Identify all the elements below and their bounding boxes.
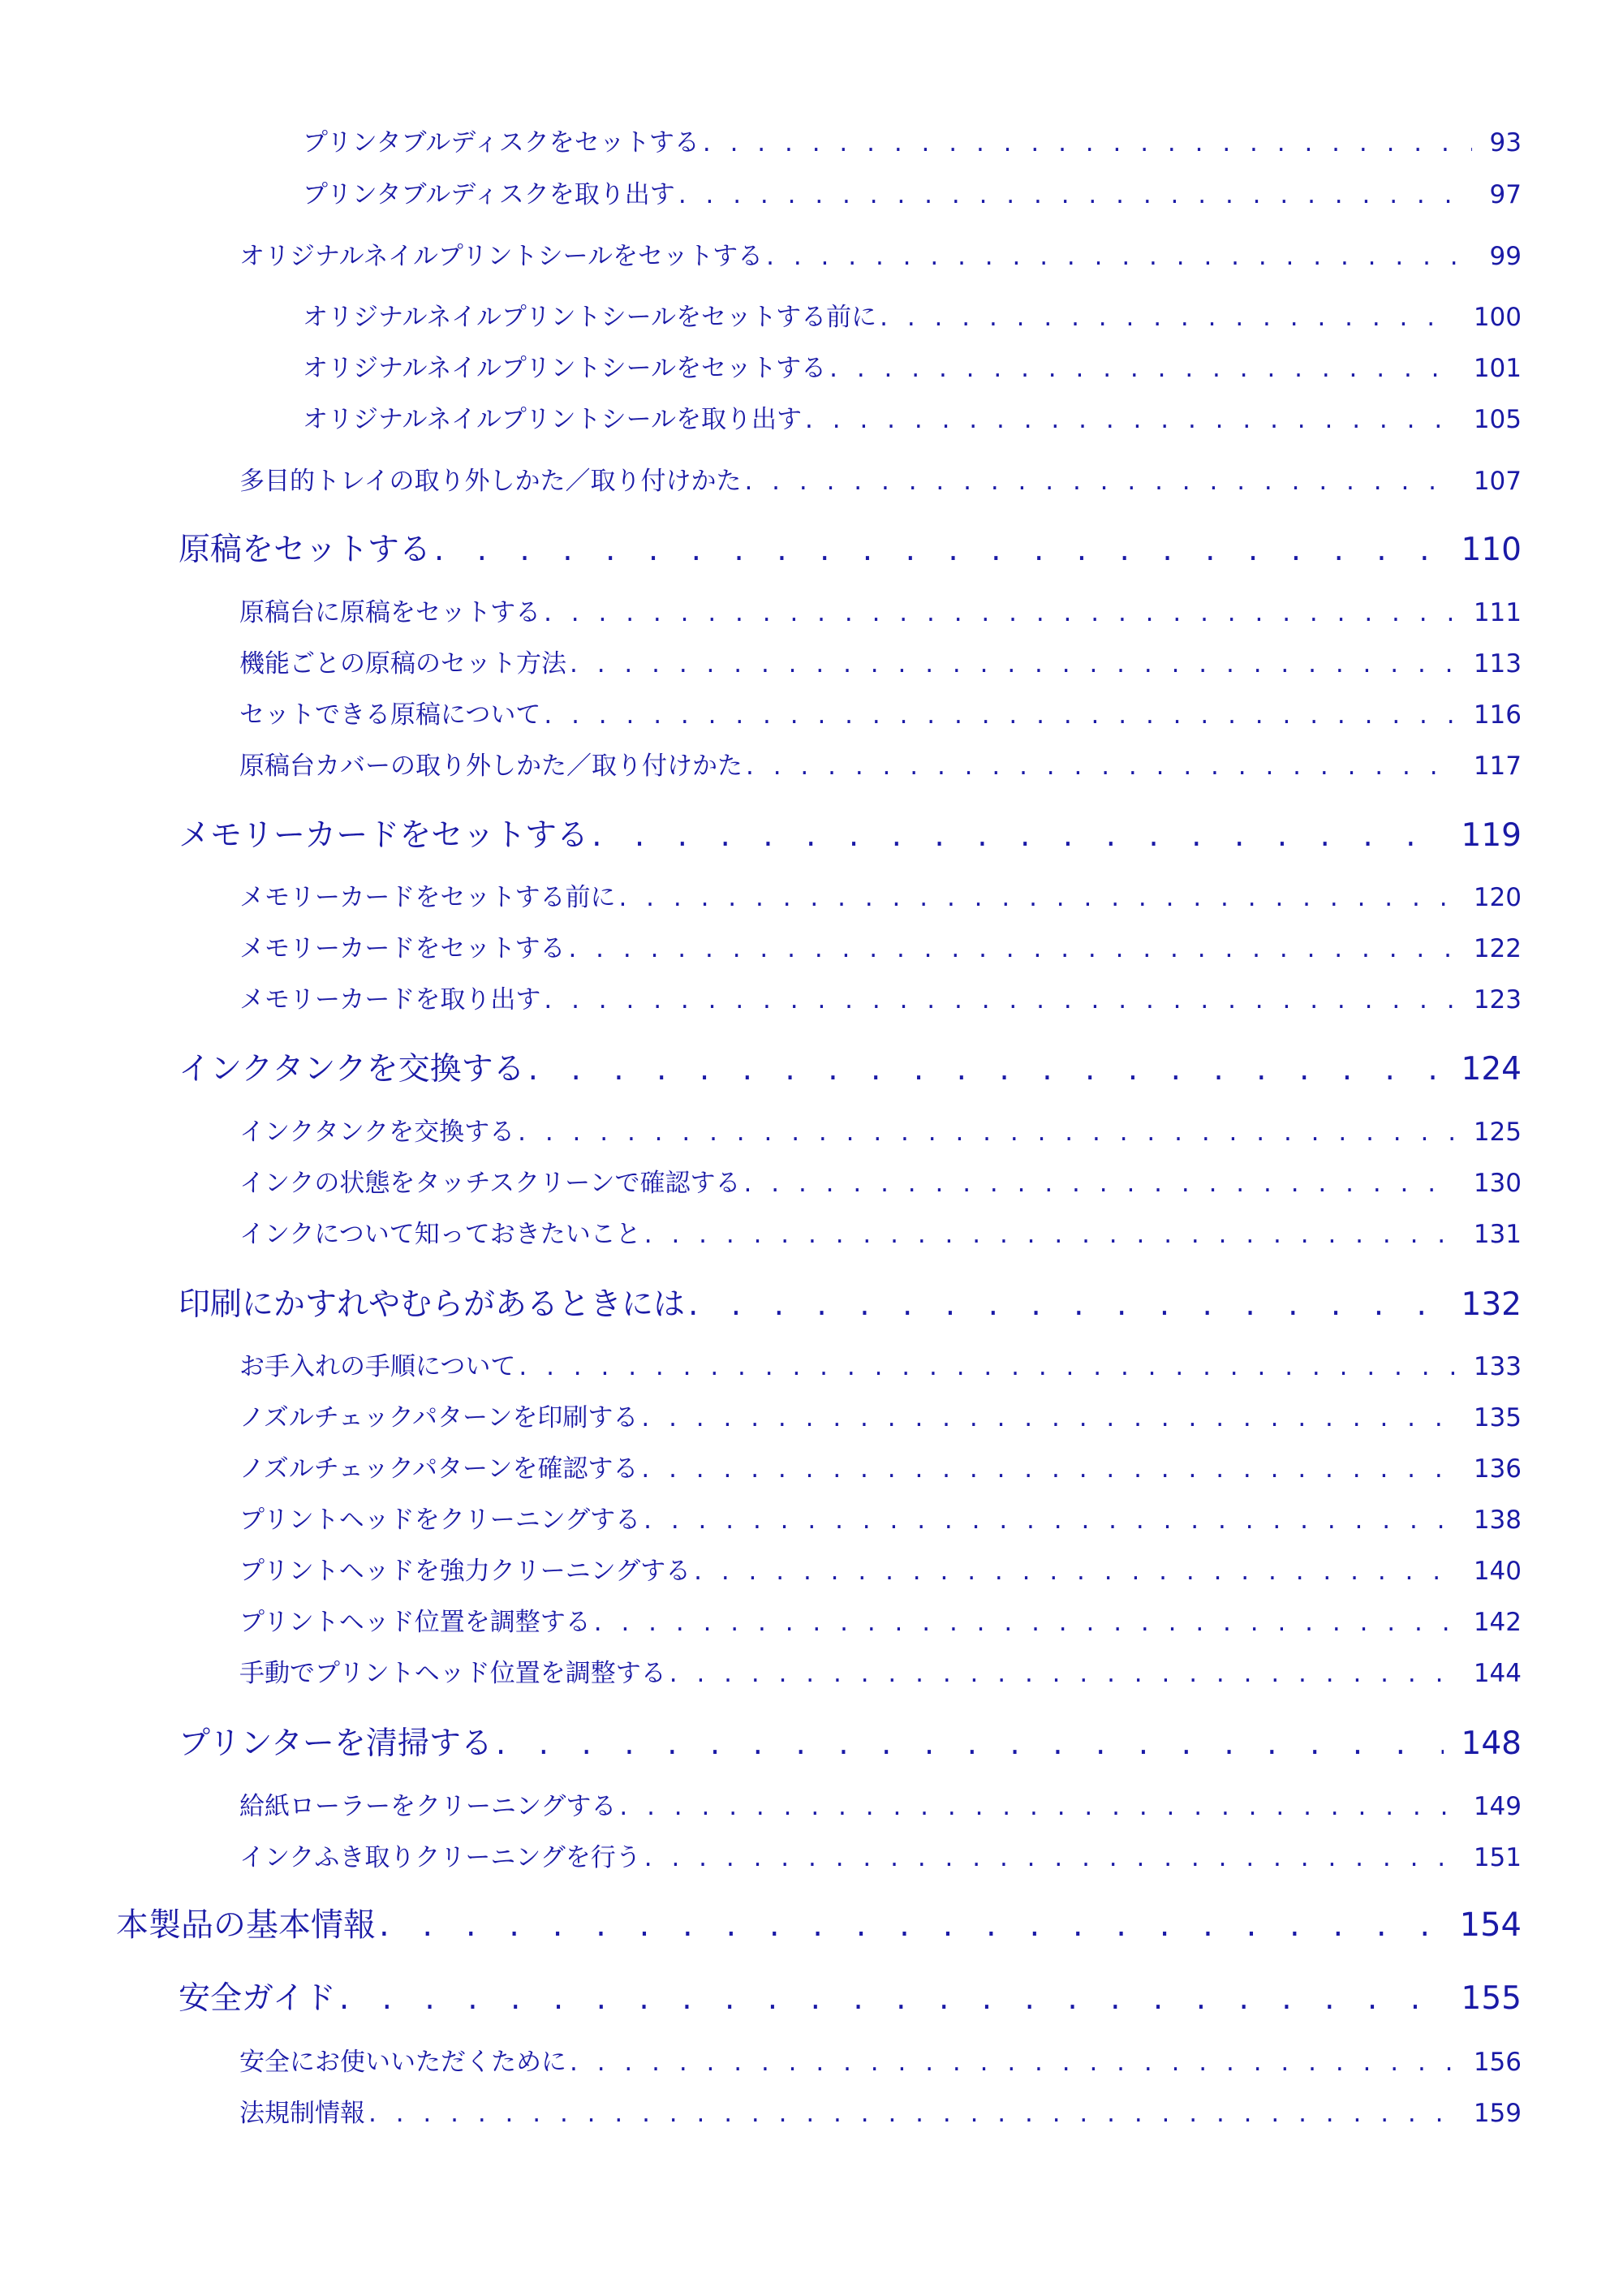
dot-leader [518, 1118, 1456, 1147]
dot-leader [703, 128, 1472, 157]
toc-entry[interactable] [239, 1346, 1522, 1382]
toc-entry-page-number: 125 [1473, 1118, 1522, 1147]
toc-entry-page-number: 97 [1489, 180, 1522, 209]
toc-entry-title: 手動でプリントヘッド位置を調整する [239, 1659, 666, 1688]
toc-entry-page-number: 133 [1473, 1352, 1522, 1381]
toc-entry[interactable] [239, 1601, 1522, 1638]
toc-entry-page-number: 148 [1461, 1725, 1522, 1762]
dot-leader [829, 354, 1456, 383]
toc-entry-title: 多目的トレイの取り外しかた／取り付けかた [239, 467, 742, 496]
toc-entry-title: セットできる原稿について [239, 700, 541, 730]
toc-entry-page-number: 93 [1489, 128, 1522, 157]
toc-entry-page-number: 155 [1461, 1980, 1522, 2017]
dot-leader [544, 985, 1455, 1014]
toc-entry[interactable] [179, 1279, 1522, 1325]
toc-entry-page-number: 132 [1461, 1286, 1522, 1323]
toc-entry[interactable] [239, 1448, 1522, 1484]
toc-entry-page-number: 105 [1473, 405, 1522, 434]
toc-entry-title: お手入れの手順について [239, 1352, 516, 1381]
toc-entry[interactable] [179, 1044, 1522, 1089]
dot-leader [618, 883, 1455, 912]
toc-entry-page-number: 149 [1473, 1792, 1522, 1821]
dot-leader [641, 1403, 1455, 1432]
dot-leader [592, 817, 1443, 854]
toc-entry-title: 本製品の基本情報 [116, 1906, 376, 1944]
dot-leader [669, 1659, 1456, 1688]
dot-leader [570, 649, 1456, 678]
toc-entry[interactable] [239, 928, 1522, 964]
toc-entry[interactable] [239, 460, 1522, 497]
dot-leader [368, 2099, 1456, 2128]
toc-entry-page-number: 107 [1473, 467, 1522, 496]
toc-entry-title: インクタンクを交換する [239, 1118, 515, 1147]
toc-entry-title: 原稿台カバーの取り外しかた／取り付けかた [239, 752, 743, 781]
toc-entry-page-number: 135 [1473, 1403, 1522, 1432]
dot-leader [544, 598, 1456, 627]
dot-leader [644, 1506, 1456, 1535]
toc-entry[interactable] [239, 235, 1522, 272]
toc-entry[interactable] [239, 979, 1522, 1015]
toc-entry-title: プリンターを清掃する [179, 1725, 493, 1762]
toc-entry-title: プリントヘッドをクリーニングする [239, 1506, 641, 1535]
toc-entry-page-number: 142 [1473, 1608, 1522, 1637]
toc-entry[interactable] [116, 1899, 1522, 1945]
toc-entry-page-number: 123 [1473, 985, 1522, 1014]
toc-entry-page-number: 101 [1473, 354, 1522, 383]
toc-entry-page-number: 111 [1473, 598, 1522, 627]
toc-entry[interactable] [239, 2092, 1522, 2129]
toc-entry-title: 機能ごとの原稿のセット方法 [239, 649, 566, 678]
dot-leader [744, 467, 1455, 496]
dot-leader [641, 1454, 1455, 1484]
dot-leader [766, 242, 1471, 271]
toc-entry-page-number: 154 [1459, 1906, 1522, 1944]
toc-entry[interactable] [303, 398, 1522, 435]
dot-leader [496, 1725, 1444, 1762]
toc-entry-page-number: 124 [1461, 1051, 1522, 1088]
toc-entry-page-number: 159 [1473, 2099, 1522, 2128]
toc-entry-title: プリンタブルディスクを取り出す [303, 180, 675, 209]
dot-leader [594, 1608, 1456, 1637]
toc-entry-title: オリジナルネイルプリントシールをセットする [239, 242, 764, 271]
toc-entry-title: メモリーカードを取り出す [239, 985, 541, 1014]
dot-leader [619, 1792, 1455, 1821]
toc-entry-title: 給紙ローラーをクリーニングする [239, 1792, 617, 1821]
dot-leader [746, 752, 1456, 781]
toc-entry-title: 安全ガイド [179, 1980, 336, 2017]
toc-entry-title: メモリーカードをセットする前に [239, 883, 616, 912]
dot-leader [880, 303, 1456, 332]
toc-entry-title: メモリーカードをセットする [239, 934, 566, 963]
toc-entry[interactable] [239, 745, 1522, 782]
toc-entry[interactable] [239, 643, 1522, 679]
toc-entry[interactable] [239, 877, 1522, 913]
dot-leader [688, 1286, 1444, 1323]
toc-entry-title: インクの状態をタッチスクリーンで確認する [239, 1169, 741, 1198]
toc-entry-page-number: 120 [1473, 883, 1522, 912]
dot-leader [528, 1051, 1444, 1088]
toc-entry-title: ノズルチェックパターンを印刷する [239, 1403, 639, 1432]
toc-entry[interactable] [239, 1162, 1522, 1199]
toc-entry-page-number: 138 [1473, 1506, 1522, 1535]
toc-entry[interactable] [239, 694, 1522, 730]
toc-entry-page-number: 140 [1473, 1557, 1522, 1586]
toc-entry[interactable] [303, 296, 1522, 333]
dot-leader [519, 1352, 1455, 1381]
toc-entry[interactable] [239, 1499, 1522, 1536]
toc-entry-title: ノズルチェックパターンを確認する [239, 1454, 639, 1484]
dot-leader [644, 1220, 1456, 1249]
dot-leader [570, 2048, 1456, 2077]
toc-entry[interactable] [239, 2041, 1522, 2078]
toc-entry[interactable] [179, 810, 1522, 855]
toc-entry-page-number: 113 [1473, 649, 1522, 678]
dot-leader [434, 532, 1444, 568]
toc-entry[interactable] [303, 122, 1522, 158]
toc-entry[interactable] [239, 1837, 1522, 1873]
toc-entry-page-number: 144 [1473, 1659, 1522, 1688]
toc-entry-title: プリンタブルディスクをセットする [303, 128, 700, 157]
dot-leader [644, 1843, 1456, 1872]
dot-leader [694, 1557, 1456, 1586]
toc-entry[interactable] [179, 1973, 1522, 2018]
dot-leader [544, 700, 1455, 730]
toc-entry[interactable] [303, 174, 1522, 210]
toc-entry-title: プリントヘッドを強力クリーニングする [239, 1557, 691, 1586]
dot-leader [379, 1906, 1442, 1944]
toc-entry-page-number: 156 [1473, 2048, 1522, 2077]
toc-entry-page-number: 100 [1473, 303, 1522, 332]
dot-leader [678, 180, 1472, 209]
toc-entry-page-number: 131 [1473, 1220, 1522, 1249]
toc-entry-page-number: 119 [1461, 817, 1522, 854]
toc-entry-title: インクふき取りクリーニングを行う [239, 1843, 641, 1872]
toc-entry-title: 安全にお使いいただくために [239, 2048, 566, 2077]
dot-leader [805, 405, 1456, 434]
toc-entry-page-number: 116 [1473, 700, 1522, 730]
toc-entry[interactable] [239, 1213, 1522, 1250]
toc-entry[interactable] [239, 1786, 1522, 1822]
toc-entry[interactable] [179, 1718, 1522, 1764]
toc-entry-page-number: 130 [1473, 1169, 1522, 1198]
toc-entry-title: プリントヘッド位置を調整する [239, 1608, 591, 1637]
toc-entry[interactable] [303, 347, 1522, 384]
toc-entry[interactable] [239, 592, 1522, 628]
toc-entry-title: オリジナルネイルプリントシールをセットする [303, 354, 827, 383]
toc-entry-title: 原稿台に原稿をセットする [239, 598, 541, 627]
toc-entry-page-number: 151 [1473, 1843, 1522, 1872]
toc-entry-page-number: 136 [1473, 1454, 1522, 1484]
toc-entry-title: メモリーカードをセットする [179, 817, 589, 854]
toc-entry-page-number: 122 [1473, 934, 1522, 963]
toc-entry-page-number: 110 [1461, 532, 1522, 568]
toc-entry-title: 原稿をセットする [179, 532, 431, 568]
toc-entry-title: オリジナルネイルプリントシールを取り出す [303, 405, 803, 434]
toc-entry-title: インクタンクを交換する [179, 1051, 525, 1088]
toc-entry-title: インクについて知っておきたいこと [239, 1220, 641, 1249]
toc-entry-title: 法規制情報 [239, 2099, 365, 2128]
toc-entry-title: オリジナルネイルプリントシールをセットする前に [303, 303, 877, 332]
dot-leader [339, 1980, 1444, 2017]
dot-leader [744, 1169, 1456, 1198]
toc-entry[interactable] [179, 524, 1522, 570]
toc-entry-page-number: 117 [1473, 752, 1522, 781]
toc-entry[interactable] [239, 1111, 1522, 1148]
toc-entry-title: 印刷にかすれやむらがあるときには [179, 1286, 686, 1323]
toc-entry[interactable] [239, 1652, 1522, 1689]
toc-entry[interactable] [239, 1397, 1522, 1433]
toc-entry-page-number: 99 [1489, 242, 1522, 271]
toc-entry[interactable] [239, 1550, 1522, 1587]
dot-leader [568, 934, 1455, 963]
